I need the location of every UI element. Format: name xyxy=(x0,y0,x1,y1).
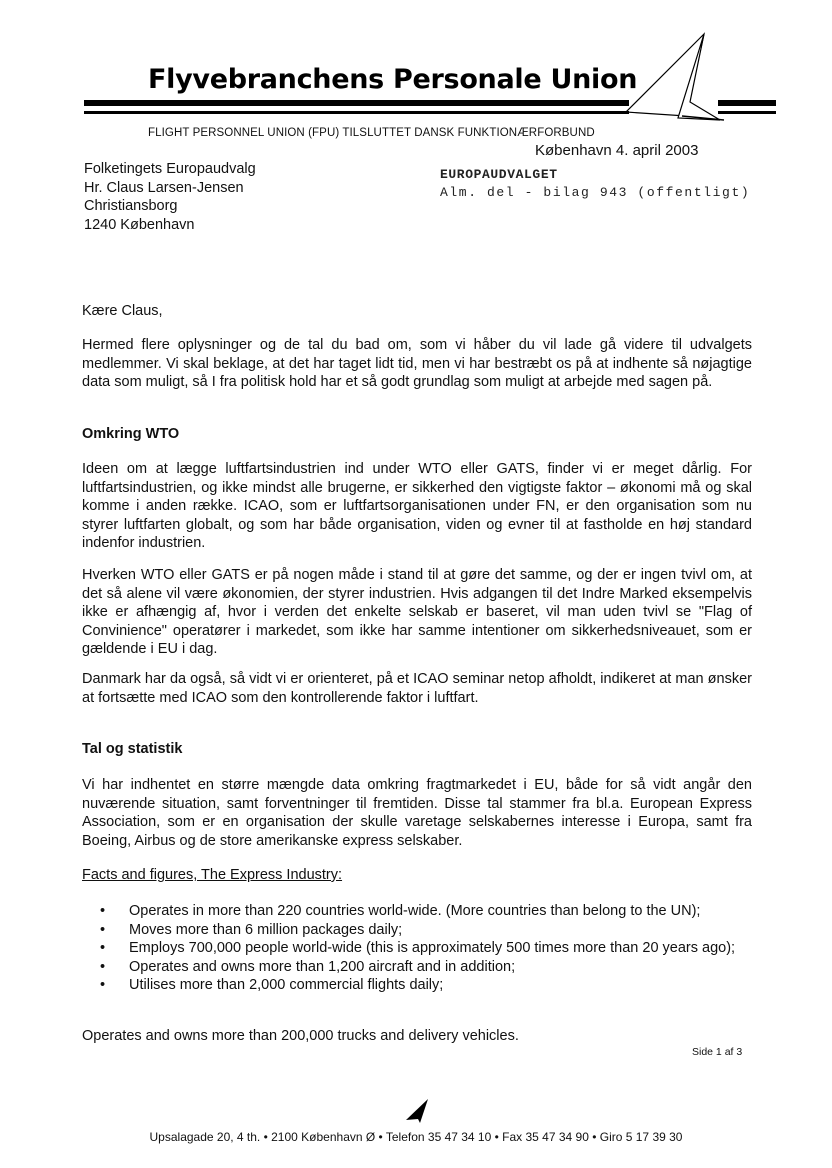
stamp-line: EUROPAUDVALGET xyxy=(440,167,558,182)
intro-paragraph: Hermed flere oplysninger og de tal du bad om, som vi håber du vil lade gå videre til udvalgets medlemmer. Vi skal beklage, at det har taget lidt tid, men vi har bestræbt os på at indhente så nøjagtige data som muligt, så I fra politisk hold har et så godt grundlag som muligt at arbejde med sagen på. xyxy=(82,337,752,390)
list-item: • Operates in more than 220 countries world-wide. (More countries than belong to the UN); xyxy=(82,902,752,921)
footer-address: Upsalagade 20, 4 th. • 2100 København Ø • Telefon 35 47 34 10 • Fax 35 47 34 90 • Giro 5 17 39 30 xyxy=(149,1130,683,1144)
stats-paragraph: Vi har indhentet en større mængde data omkring fragtmarkedet i EU, både for så vidt angår den nuværende situation, samt forventninger til fremtiden. Disse tal stammer fra bl.a. European Express Association, som er en organisation der skulle varetage selskabernes interesse i Europa, samt fra Boeing, Airbus og de store amerikanske express selskaber. xyxy=(82,777,752,849)
wto-paragraph-2: Hverken WTO eller GATS er på nogen måde i stand til at gøre det samme, og der er ingen tvivl om, at det så alene vil være økonomien, der styrer industrien. Hvis adgangen til det Indre Marked eksempelvis ikke er afhængig af, hvor i verden det enkelte selskab er baseret, vil man uden tvivl se "Flag of Convinience" operatører i markedet, som ikke har samme intentioner om sikkerhedsniveauet, som er gældende i EU i dag. xyxy=(82,567,752,657)
list-item: • Moves more than 6 million packages daily; xyxy=(82,921,752,940)
page-number: Side 1 af 3 xyxy=(692,1046,743,1058)
small-plane-icon xyxy=(404,1098,432,1124)
facts-heading: Facts and figures, The Express Industry: xyxy=(82,867,343,883)
wto-paragraph-1: Ideen om at lægge luftfartsindustrien ind under WTO eller GATS, finder vi er meget dårlig. For luftfartsindustrien, og ikke mindst alle brugerne, er sikkerhed den vigtigste faktor – økonomi må og skal komme i anden række. ICAO, som er luftfartsorganisationen under FN, er den organisation som nu styrer luftfarten globalt, og som har både organisation, viden og evner til at fastholde en høj standard indenfor industrien. xyxy=(82,461,752,551)
wto-paragraph-3: Danmark har da også, så vidt vi er orienteret, på et ICAO seminar netop afholdt, indikeret at man ønsker at fortsætte med ICAO som den kontrollerende faktor i luftfart. xyxy=(82,671,752,706)
section-heading-stats: Tal og statistik xyxy=(82,741,183,757)
org-subtitle: FLIGHT PERSONNEL UNION (FPU) TILSLUTTET DANSK FUNKTIONÆRFORBUND xyxy=(148,127,595,139)
recipient-address xyxy=(84,160,256,234)
list-item: • Operates and owns more than 1,200 aircraft and in addition; xyxy=(82,958,752,977)
recipient-line: Folketingets Europaudvalg xyxy=(84,161,256,177)
recipient-line: Hr. Claus Larsen-Jensen xyxy=(84,179,244,196)
list-item: • Utilises more than 2,000 commercial flights daily; xyxy=(82,976,752,995)
org-name: Flyvebranchens Personale Union xyxy=(148,64,638,95)
archive-stamp xyxy=(440,166,750,202)
letter-date: København 4. april 2003 xyxy=(535,142,699,159)
list-item: • Employs 700,000 people world-wide (this is approximately 500 times more than 20 years ago); xyxy=(82,939,752,958)
section-heading-wto: Omkring WTO xyxy=(82,426,180,442)
salutation: Kære Claus, xyxy=(82,303,163,319)
recipient-line: Christiansborg xyxy=(84,198,178,214)
trailing-line: Operates and owns more than 200,000 trucks and delivery vehicles. xyxy=(82,1028,519,1044)
header-rule-thin xyxy=(84,111,629,114)
paper-plane-wing-icon xyxy=(620,32,730,124)
stamp-line: Alm. del - bilag 943 (offentligt) xyxy=(440,185,751,200)
recipient-line: 1240 København xyxy=(84,216,195,233)
facts-list xyxy=(82,902,752,995)
header-rule-thick xyxy=(84,100,629,106)
